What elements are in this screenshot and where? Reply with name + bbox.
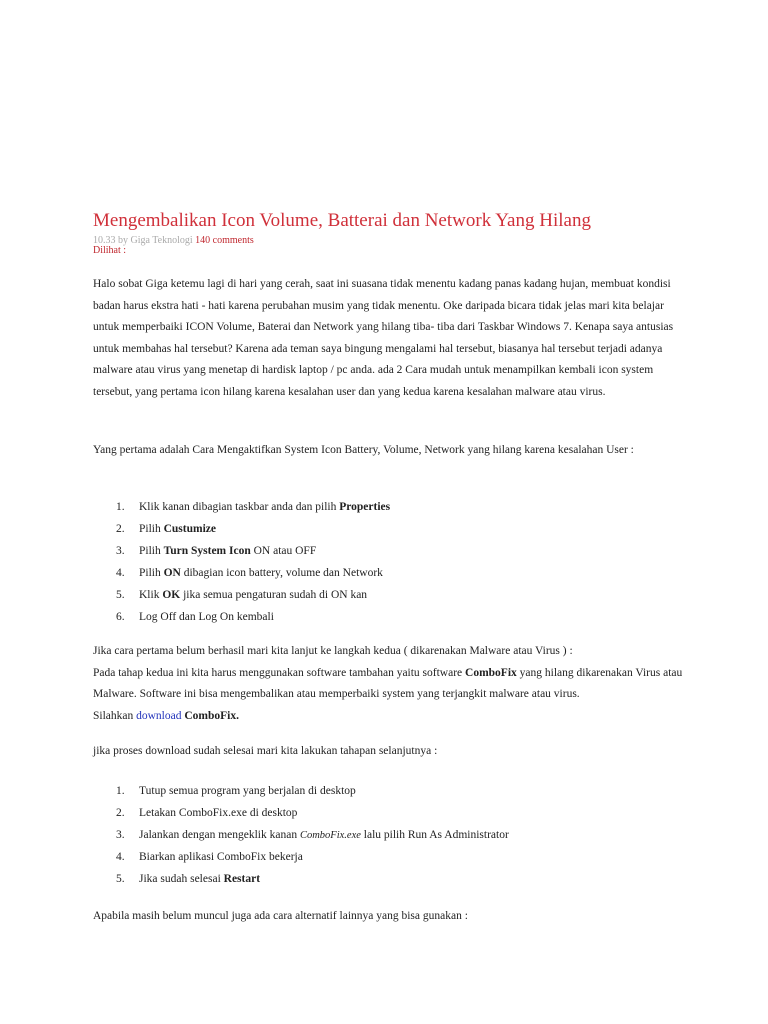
list-item: 4. Biarkan aplikasi ComboFix bekerja bbox=[116, 851, 303, 863]
alternative-method-heading: Apabila masih belum muncul juga ada cara alternatif lainnya yang bisa gunakan : bbox=[93, 910, 468, 922]
intro-paragraph: Halo sobat Giga ketemu lagi di hari yang cerah, saat ini suasana tidak menentu kadang panas kadang hujan, membuat kondisi badan harus ekstra hati - hati karena perubahan musim yang tidak menentu. Oke daripada bicara tidak jelas mari kita belajar untuk memperbaiki ICON Volume, Baterai dan Network yang hilang tiba- tiba dari Taskbar Windows 7. Kenapa saya antusias untuk membahas hal tersebut? Karena ada teman saya bingung mengalami hal tersebut, biasanya hal tersebut terjadi adanya malware atau virus yang menetap di hardisk laptop / pc anda. ada 2 Cara mudah untuk menampilkan kembali icon system tersebut, yang pertama icon hilang karena kesalahan user dan yang kedua karena kesalahan malware atau virus. bbox=[93, 278, 674, 398]
meta-by: by bbox=[118, 235, 128, 246]
meta-author[interactable]: Giga Teknologi bbox=[130, 235, 193, 246]
article-title: Mengembalikan Icon Volume, Batterai dan Network Yang Hilang bbox=[93, 210, 591, 231]
list-item: 3. Jalankan dengan mengeklik kanan ComboFix.exe lalu pilih Run As Administrator bbox=[116, 829, 509, 841]
list-item: 5. Klik OK jika semua pengaturan sudah di ON kan bbox=[116, 589, 368, 601]
list-item: 3. Pilih Turn System Icon ON atau OFF bbox=[116, 545, 317, 557]
comments-link[interactable]: 140 comments bbox=[195, 235, 254, 246]
second-method-paragraph: Jika cara pertama belum berhasil mari kita lanjut ke langkah kedua ( dikarenakan Malware atau Virus ) : Pada tahap kedua ini kita harus menggunakan software tambahan yaitu software ComboFix yang hilang dikarenakan Virus atau Malware. Software ini bisa mengembalikan atau memperbaiki system yang terjangkit malware atau virus. Silahkan download ComboFix. bbox=[93, 645, 683, 722]
list-item: 6. Log Off dan Log On kembali bbox=[116, 611, 274, 623]
combofix-steps bbox=[93, 780, 509, 890]
list-item: 4. Pilih ON dibagian icon battery, volume dan Network bbox=[116, 567, 383, 579]
list-item: 1. Klik kanan dibagian taskbar anda dan pilih Properties bbox=[116, 501, 391, 513]
view-count-label: Dilihat : bbox=[93, 245, 127, 256]
list-item: 2. Pilih Custumize bbox=[116, 523, 216, 535]
next-steps-heading: jika proses download sudah selesai mari kita lakukan tahapan selanjutnya : bbox=[93, 745, 438, 757]
download-link[interactable]: download bbox=[136, 709, 182, 722]
list-item: 5. Jika sudah selesai Restart bbox=[116, 873, 261, 885]
first-method-heading: Yang pertama adalah Cara Mengaktifkan System Icon Battery, Volume, Network yang hilang karena kesalahan User : bbox=[93, 444, 634, 456]
first-method-steps bbox=[93, 496, 390, 628]
second-method-intro: Jika cara pertama belum berhasil mari kita lanjut ke langkah kedua ( dikarenakan Malware atau Virus ) : bbox=[93, 645, 573, 657]
meta-time: 10.33 bbox=[93, 235, 116, 246]
list-item: 1. Tutup semua program yang berjalan di desktop bbox=[116, 785, 356, 797]
list-item: 2. Letakan ComboFix.exe di desktop bbox=[116, 807, 298, 819]
